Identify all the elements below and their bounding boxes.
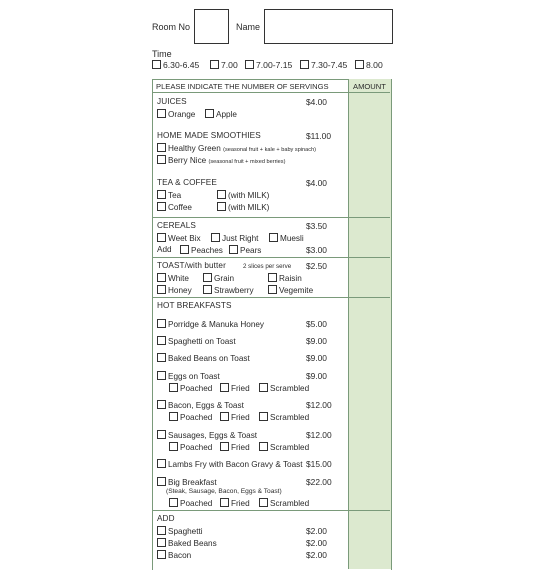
checkbox[interactable]: [157, 155, 166, 164]
option-orange[interactable]: Orange: [157, 109, 195, 120]
egg-style-scrambled[interactable]: Scrambled: [259, 498, 309, 509]
checkbox[interactable]: [157, 430, 166, 439]
checkbox[interactable]: [152, 60, 161, 69]
price: $12.00: [306, 400, 332, 410]
price: $15.00: [306, 459, 332, 469]
checkbox[interactable]: [203, 273, 212, 282]
checkbox[interactable]: [157, 109, 166, 118]
checkbox[interactable]: [169, 498, 178, 507]
checkbox[interactable]: [259, 383, 268, 392]
time-option[interactable]: 7.30-7.45: [300, 60, 347, 70]
checkbox[interactable]: [157, 459, 166, 468]
checkbox[interactable]: [229, 245, 238, 254]
checkbox[interactable]: [157, 477, 166, 486]
checkbox[interactable]: [211, 233, 220, 242]
option-honey[interactable]: Honey: [157, 285, 192, 296]
egg-style-scrambled[interactable]: Scrambled: [259, 442, 309, 453]
checkbox[interactable]: [203, 285, 212, 294]
price: $5.00: [306, 319, 327, 329]
checkbox[interactable]: [157, 538, 166, 547]
price: $11.00: [306, 131, 331, 141]
option-white[interactable]: White: [157, 273, 189, 284]
checkbox[interactable]: [169, 442, 178, 451]
section-title-smoothies: HOME MADE SMOOTHIES: [157, 131, 261, 140]
price: $22.00: [306, 477, 332, 487]
checkbox[interactable]: [245, 60, 254, 69]
checkbox[interactable]: [157, 233, 166, 242]
checkbox[interactable]: [157, 526, 166, 535]
item-bacon-eggs-toast[interactable]: Bacon, Eggs & Toast: [157, 400, 244, 411]
egg-style-poached[interactable]: Poached: [169, 383, 212, 394]
section-title-tea-coffee: TEA & COFFEE: [157, 178, 217, 187]
amount-column[interactable]: [348, 79, 391, 569]
option-apple[interactable]: Apple: [205, 109, 237, 120]
time-option[interactable]: 7.00-7.15: [245, 60, 292, 70]
price: $4.00: [306, 97, 327, 107]
checkbox[interactable]: [220, 383, 229, 392]
checkbox[interactable]: [268, 273, 277, 282]
item-spaghetti-on-toast[interactable]: Spaghetti on Toast: [157, 336, 236, 347]
option-berry-nice[interactable]: Berry Nice (seasonal fruit + mixed berries): [157, 155, 285, 167]
price: $3.50: [306, 221, 327, 231]
checkbox[interactable]: [220, 498, 229, 507]
checkbox[interactable]: [157, 319, 166, 328]
option-pears[interactable]: Pears: [229, 245, 261, 256]
option-raisin[interactable]: Raisin: [268, 273, 302, 284]
checkbox[interactable]: [157, 143, 166, 152]
option-peaches[interactable]: Peaches: [180, 245, 223, 256]
room-number-field[interactable]: [194, 9, 229, 44]
section-title-juices: JUICES: [157, 97, 187, 106]
option-coffee[interactable]: Coffee: [157, 202, 192, 213]
name-field[interactable]: [264, 9, 393, 44]
checkbox[interactable]: [217, 190, 226, 199]
divider: [152, 297, 390, 298]
checkbox[interactable]: [157, 190, 166, 199]
option-grain[interactable]: Grain: [203, 273, 234, 284]
checkbox[interactable]: [157, 400, 166, 409]
egg-style-fried[interactable]: Fried: [220, 383, 250, 394]
checkbox[interactable]: [157, 273, 166, 282]
egg-style-poached[interactable]: Poached: [169, 498, 212, 509]
price: $12.00: [306, 430, 332, 440]
checkbox[interactable]: [157, 550, 166, 559]
section-title-add: ADD: [157, 514, 175, 523]
price: $9.00: [306, 336, 327, 346]
divider: [152, 217, 390, 218]
time-option[interactable]: 6.30-6.45: [152, 60, 199, 70]
time-option[interactable]: 7.00: [210, 60, 238, 70]
section-title-toast: TOAST/with butter: [157, 261, 226, 270]
checkbox[interactable]: [157, 371, 166, 380]
checkbox[interactable]: [210, 60, 219, 69]
checkbox[interactable]: [157, 202, 166, 211]
option-tea[interactable]: Tea: [157, 190, 181, 201]
checkbox[interactable]: [157, 285, 166, 294]
checkbox[interactable]: [300, 60, 309, 69]
time-option[interactable]: 8.00: [355, 60, 383, 70]
price: $2.50: [306, 261, 327, 271]
item-porridge[interactable]: Porridge & Manuka Honey: [157, 319, 264, 330]
egg-style-poached[interactable]: Poached: [169, 412, 212, 423]
checkbox[interactable]: [259, 498, 268, 507]
checkbox[interactable]: [268, 285, 277, 294]
price: $2.00: [306, 550, 327, 560]
checkbox[interactable]: [269, 233, 278, 242]
section-title-hot-breakfasts: HOT BREAKFASTS: [157, 301, 232, 310]
egg-style-scrambled[interactable]: Scrambled: [259, 383, 309, 394]
amount-header: AMOUNT: [353, 82, 386, 91]
checkbox[interactable]: [259, 412, 268, 421]
checkbox[interactable]: [169, 383, 178, 392]
section-title-cereals: CEREALS: [157, 221, 196, 230]
add-item-spaghetti[interactable]: Spaghetti: [157, 526, 203, 537]
servings-instruction: PLEASE INDICATE THE NUMBER OF SERVINGS: [156, 82, 329, 91]
option-strawberry[interactable]: Strawberry: [203, 285, 254, 296]
checkbox[interactable]: [205, 109, 214, 118]
checkbox[interactable]: [217, 202, 226, 211]
add-item-bacon[interactable]: Bacon: [157, 550, 191, 561]
price: $9.00: [306, 371, 327, 381]
option-muesli[interactable]: Muesli: [269, 233, 304, 244]
divider: [152, 257, 390, 258]
option-vegemite[interactable]: Vegemite: [268, 285, 313, 296]
checkbox[interactable]: [157, 353, 166, 362]
option-coffee-with-milk[interactable]: (with MILK): [217, 202, 269, 213]
price: $3.00: [306, 245, 327, 255]
room-number-label: Room No: [152, 22, 191, 32]
divider: [152, 510, 390, 511]
price: $9.00: [306, 353, 327, 363]
item-big-breakfast[interactable]: Big Breakfast: [157, 477, 217, 488]
item-baked-beans-on-toast[interactable]: Baked Beans on Toast: [157, 353, 250, 364]
option-healthy-green[interactable]: Healthy Green (seasonal fruit + kale + baby spinach): [157, 143, 316, 155]
checkbox[interactable]: [220, 442, 229, 451]
item-eggs-on-toast[interactable]: Eggs on Toast: [157, 371, 220, 382]
add-item-baked-beans[interactable]: Baked Beans: [157, 538, 217, 549]
price: $2.00: [306, 526, 327, 536]
option-just-right[interactable]: Just Right: [211, 233, 258, 244]
egg-style-poached[interactable]: Poached: [169, 442, 212, 453]
checkbox[interactable]: [169, 412, 178, 421]
checkbox[interactable]: [180, 245, 189, 254]
checkbox[interactable]: [157, 336, 166, 345]
divider: [152, 92, 390, 93]
egg-style-fried[interactable]: Fried: [220, 498, 250, 509]
egg-style-fried[interactable]: Fried: [220, 412, 250, 423]
item-lambs-fry[interactable]: Lambs Fry with Bacon Gravy & Toast: [157, 459, 303, 470]
option-tea-with-milk[interactable]: (with MILK): [217, 190, 269, 201]
option-weet-bix[interactable]: Weet Bix: [157, 233, 201, 244]
checkbox[interactable]: [220, 412, 229, 421]
item-sausages-eggs-toast[interactable]: Sausages, Eggs & Toast: [157, 430, 257, 441]
name-label: Name: [236, 22, 261, 32]
checkbox[interactable]: [355, 60, 364, 69]
egg-style-fried[interactable]: Fried: [220, 442, 250, 453]
checkbox[interactable]: [259, 442, 268, 451]
time-label: Time: [152, 49, 172, 59]
price: $4.00: [306, 178, 327, 188]
toast-note: 2 slices per serve: [243, 263, 292, 270]
price: $2.00: [306, 538, 327, 548]
big-breakfast-note: (Steak, Sausage, Bacon, Eggs & Toast): [166, 488, 282, 495]
cereal-add-label: Add: [157, 245, 172, 254]
egg-style-scrambled[interactable]: Scrambled: [259, 412, 309, 423]
